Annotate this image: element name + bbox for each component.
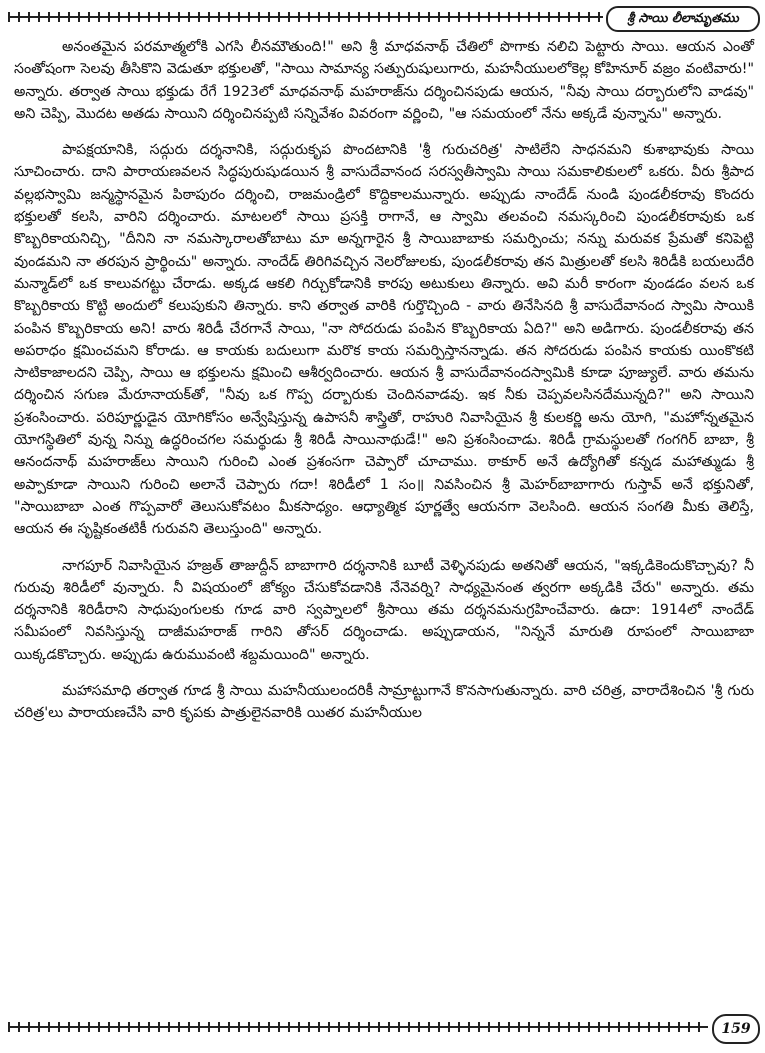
paragraph-3: నాగపూర్ నివాసియైన హజ్రత్ తాజుద్దీన్ బాబాగారి దర్శనానికి బూటీ వెళ్ళినపుడు అతనితో ఆయన, "ఇక్కడికెందుకొచ్చావు? నీ గురువు శిరిడీలో వున్నారు. నీ విషయంలో జోక్యం చేసుకోవడానికి నేనెవర్ని? సాధ్యమైనంత త్వరగా అక్కడికి చేరు" అన్నారు. తమ దర్శనానికి శిరిడీరాని సాధుపుంగులకు గూడ వారి స్వప్నాలలో శ్రీసాయి తమ దర్శనమనుగ్రహించేవారు. ఉదా: 1914లో నాందేడ్ సమీపంలో నివసిస్తున్న దాజీమహరాజ్ గారిని తోసర్ దర్శించాడు. అప్పుడాయన, "నిన్ననే మారుతి రూపంలో సాయిబాబా యిక్కడకొచ్చారు. అప్పుడు ఉరుమువంటి శబ్దమయింది" అన్నారు. xyxy=(14,557,754,663)
page-number: 159 xyxy=(712,1014,760,1044)
paragraph-2: పాపక్షయానికి, సద్గురు దర్శనానికి, సద్గురుకృప పొందటానికి 'శ్రీ గురుచరిత్ర' సాటిలేని సాధనమని కుశాభావుకు సాయి సూచించారు. దాని పారాయణవలన సిద్ధపురుషుడయిన శ్రీ వాసుదేవానంద సరస్వతీస్వామి సాయి సమకాలికులలో ఒకరు. వీరు శ్రీపాద వల్లభస్వామి జన్మస్థానమైన పిఠాపురం దర్శించి, రాజమండ్రిలో కొద్దికాలమున్నారు. అప్పుడు నాందేడ్ నుండి పుండలీకరావు కొందరు భక్తులతో కలసి, వారిని దర్శించారు. మాటలలో సాయి ప్రసక్తి రాగానే, ఆ స్వామి తలవంచి నమస్కరించి పుండలీకరావుకు ఒక కొబ్బరికాయనిచ్చి, "దీనిని నా నమస్కారాలతోబాటు మా అన్నగారైన శ్రీ సాయిబాబాకు సమర్పించు; నన్ను మరువక ప్రేమతో కనిపెట్టి వుండమని నా తరపున ప్రార్థించు" అన్నారు. నాందేడ్ తిరిగివచ్చిన నెలరోజులకు, పుండలీకరావు తన మిత్రులతో కలసి శిరిడీకి బయలుదేరి మన్మాడ్‌లో ఒక కాలువగట్టు చేరాడు. అక్కడ ఆకలి గిర్చుకోడానికి కారపు అటుకులు తిన్నారు. అవి మరీ కారంగా వుండడం వలన ఒక కొబ్బరికాయ కొట్టి అందులో కలుపుకుని తిన్నారు. కాని తర్వాత వారికి గుర్తొచ్చింది - వారు తినేసినది శ్రీ వాసుదేవానంద స్వామి సాయికి పంపిన కొబ్బరికాయ అని! వారు శిరిడీ చేరగానే సాయి, "నా సోదరుడు పంపిన కొబ్బరికాయ ఏది?" అని అడిగారు. పుండలీకరావు తన అపరాధం క్షమించమని కోరాడు. ఆ కాయకు బదులుగా మరొక కాయ సమర్పిస్తానన్నాడు. తన సోదరుడు పంపిన కాయకు యింకొకటి సాటికాజాలదని చెప్పి, సాయి ఆ భక్తులను క్షమించి ఆశీర్వదించారు. ఆయన శ్రీ వాసుదేవానందస్వామికి కూడా పూజ్యులే. వారు తమను దర్శించిన సగుణ మేరూనాయక్‌తో, "నీవు ఒక గొప్ప దర్బారుకు చెందినవాడవు. ఇక నీకు చెప్పవలసినదేమున్నది?" అని సాయిని ప్రశంసించారు. పరిపూర్ణుడైన యోగికోసం అన్వేషిస్తున్న ఉపాసనీ శాస్త్రితో, రాహురి నివాసియైన శ్రీ కులకర్ణి అను యోగి, "మహోన్నతమైన యోగస్థితిలో వున్న నిన్ను ఉద్ధరించగల సమర్థుడు శ్రీ శిరిడీ సాయినాథుడే!" అని ప్రశంసించాడు. శిరిడీ గ్రామస్థులతో గంగగిర్ బాబా, శ్రీ ఆనందనాథ్ మహరాజ్‌లు సాయిని గురించి ఎంత ప్రశంసగా చెప్పారో చూచాము. ఠాకూర్ అనే ఉద్యోగితో కన్నడ మహాత్ముడు శ్రీ అప్పాకూడా సాయిని గురించి అలానే చెప్పారు గదా! శిరిడీలో 1 సం॥ నివసించిన శ్రీ మెహర్‌బాబాగారు గుస్తావ్ అనే భక్తునితో, "సాయిబాబా ఎంత గొప్పవారో తెలుసుకోవటం మీకసాధ్యం. ఆధ్యాత్మిక పూర్ణత్వే ఆయనగా వెలసింది. ఆయన సంగతి మీకు తెలిస్తే, ఆయన ఈ సృష్టికంతటికీ గురువని తెలుస్తుంది" అన్నారు. xyxy=(14,142,754,538)
footer-border-rule xyxy=(8,1020,708,1034)
page-content xyxy=(14,36,754,739)
paragraph-1: అనంతమైన పరమాత్మలోకి ఎగసి లీనమౌతుంది!" అని శ్రీ మాధవనాథ్ చేతిలో పొగాకు నలిచి పెట్టారు సాయి. ఆయన ఎంతో సంతోషంగా సెలవు తీసికొని వెడుతూ భక్తులతో, "సాయి సామాన్య సత్పురుషులుగారు, మహనీయులలోకెల్ల కోహినూర్ వజ్రం వంటివారు!" అన్నారు. తర్వాత సాయి భక్తుడు రేగే 1923లో మాధవనాథ్ మహరాజ్‌ను దర్శించినపుడు ఆయన, "నీవు సాయి దర్బారులోని వాడవు" అని చెప్పి, మొదట అతడు సాయిని దర్శించినప్పటి సన్నివేశం వివరంగా వర్ణించి, "ఆ సమయంలో నేను అక్కడే వున్నాను" అన్నారు. xyxy=(14,39,754,122)
paragraph-4: మహాసమాధి తర్వాత గూడ శ్రీ సాయి మహనీయులందరికీ సామ్రాట్టుగానే కొనసాగుతున్నారు. వారి చరిత్ర, వారాదేశించిన 'శ్రీ గురు చరిత్ర'లు పారాయణచేసి వారి కృపకు పాత్రులైనవారికి యితర మహనీయుల xyxy=(14,683,754,722)
header-border-rule xyxy=(8,10,603,24)
running-header-title: శ్రీ సాయి లీలామృతము xyxy=(606,6,760,32)
